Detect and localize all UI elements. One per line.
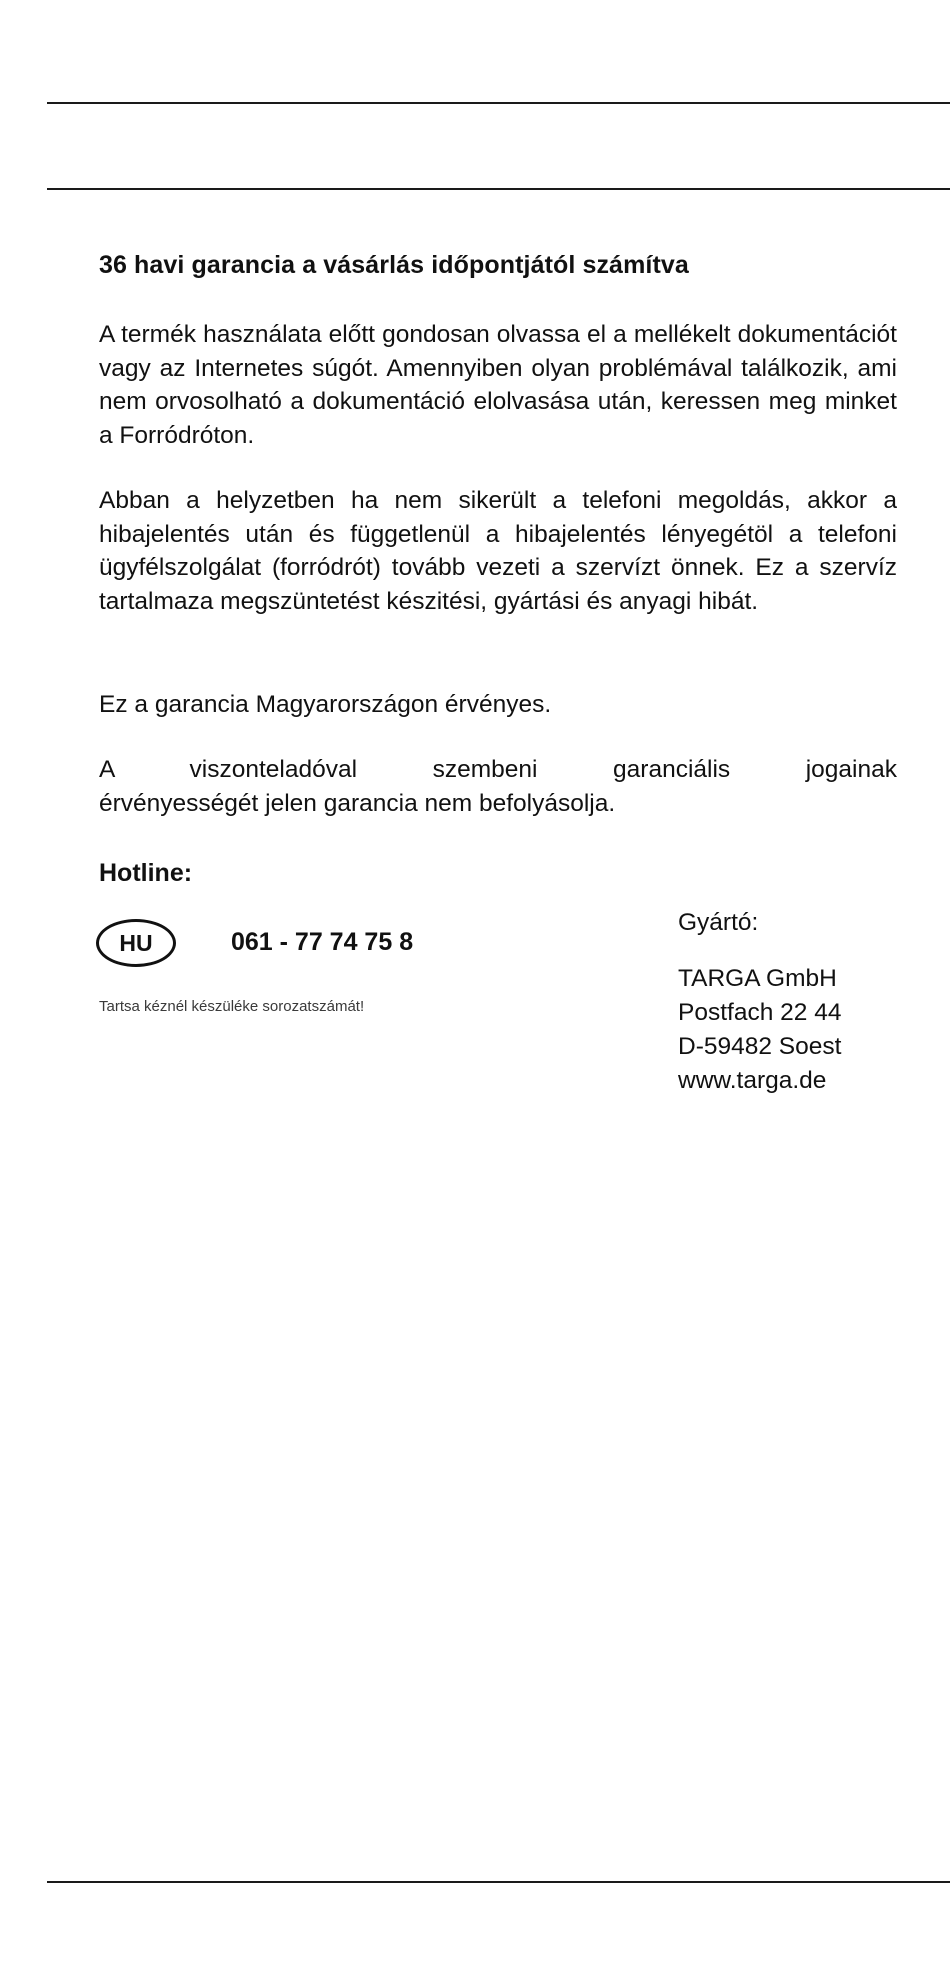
paragraph-reseller-rights-line-1: A viszonteladóval szembeni garanciális jogainak — [99, 756, 897, 783]
hotline-phone-number: 061 - 77 74 75 8 — [231, 928, 414, 956]
manufacturer-block — [678, 906, 841, 1098]
paragraph-validity: Ez a garancia Magyarországon érvényes. — [99, 691, 552, 718]
paragraph-reseller-rights — [99, 753, 897, 820]
manufacturer-website: www.targa.de — [678, 1067, 827, 1094]
footer-divider — [47, 1881, 950, 1883]
manufacturer-address: Postfach 22 44 — [678, 999, 842, 1026]
manufacturer-label: Gyártó: — [678, 909, 759, 936]
page-title: 36 havi garancia a vásárlás időpontjától számítva — [99, 251, 689, 279]
manufacturer-city: D-59482 Soest — [678, 1033, 842, 1060]
paragraph-service: Abban a helyzetben ha nem sikerült a telefoni megoldás, akkor a hibajelentés után és függetlenül a hibajelentés lényegétöl a telefoni ügyfélszolgálat (forródrót) tovább vezeti a szervízt önnek. Ez a szervíz tartalmaza megszüntetést készitési, gyártási és anyagi hibát. — [99, 487, 897, 615]
paragraph-reseller-rights-line-2: érvényességét jelen garancia nem befolyásolja. — [99, 789, 616, 817]
manufacturer-name: TARGA GmbH — [678, 965, 837, 992]
paragraph-intro: A termék használata előtt gondosan olvassa el a mellékelt dokumentációt vagy az Internetes súgót. Amennyiben olyan problémával találkozik, ami nem orvosolható a dokumentáció elolvasása után, keressen meg minket a Forródróton. — [99, 321, 897, 449]
top-divider — [47, 102, 950, 104]
hotline-label: Hotline: — [99, 859, 193, 887]
header-divider — [47, 188, 950, 190]
country-badge: HU — [96, 919, 176, 967]
serial-number-note: Tartsa kéznél készüléke sorozatszámát! — [99, 998, 365, 1015]
